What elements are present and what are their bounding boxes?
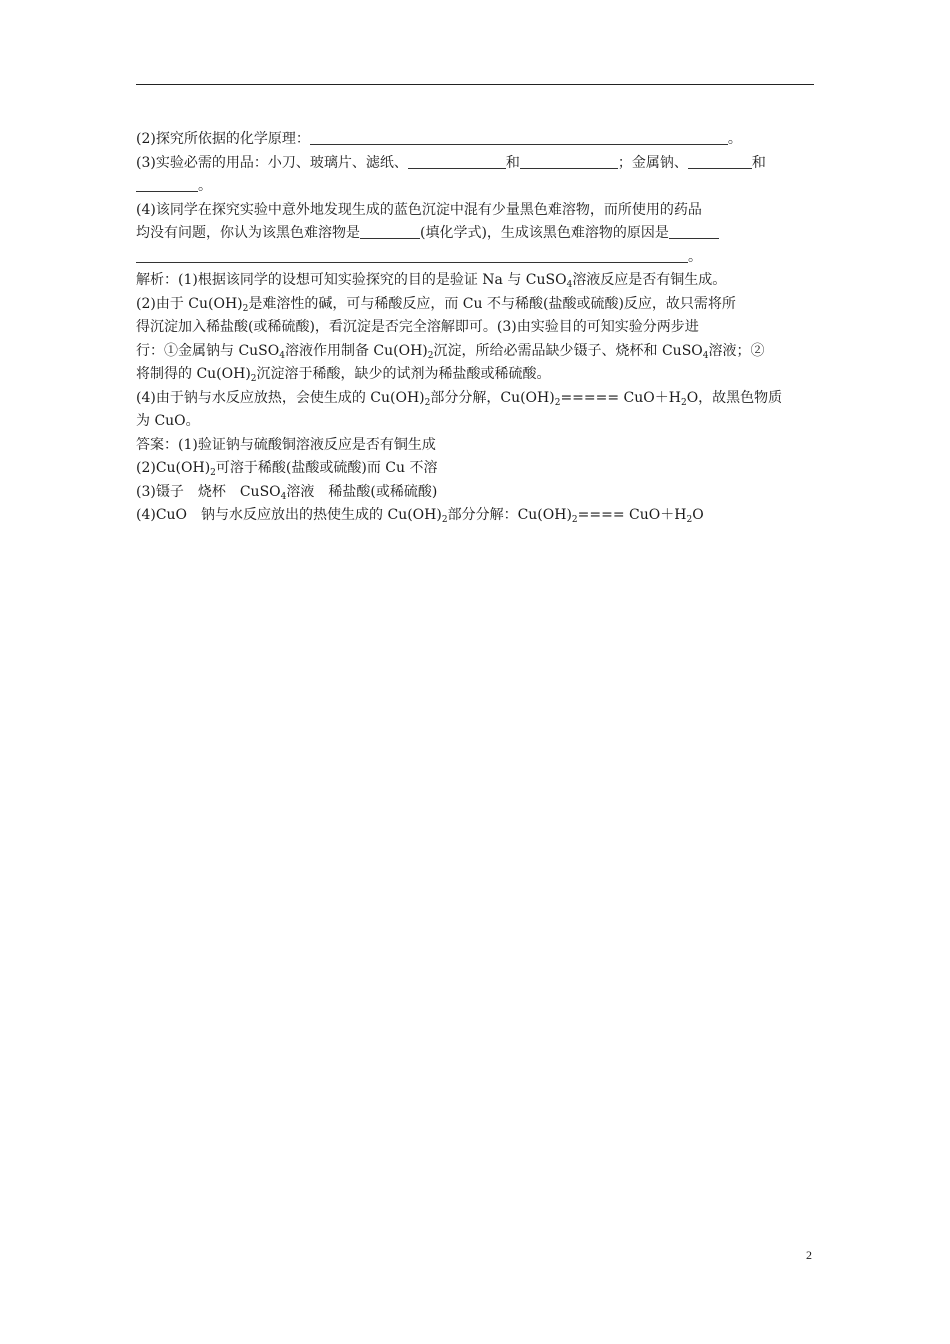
analysis-line-5: 将制得的 $Cu(OH)_2$沉淀溶于稀酸，缺少的试剂为稀盐酸或稀硫酸。 — [136, 366, 551, 384]
question-4-line-2: 均没有问题，你认为该黑色难溶物是 (填化学式)，生成该黑色难溶物的原因是 — [136, 222, 814, 246]
answer-blank[interactable] — [520, 153, 618, 169]
header-rule — [136, 84, 814, 85]
answer-blank[interactable] — [360, 223, 420, 239]
answer-blank[interactable] — [408, 153, 506, 169]
answer-blank[interactable] — [136, 247, 688, 263]
answer-4: (4)CuO 钠与水反应放出的热使生成的 $Cu(OH)_2$部分分解：$Cu(OH)_2==== CuO+H_2O$ — [136, 507, 704, 525]
analysis-line-7: 为 CuO。 — [136, 413, 200, 429]
document-body — [136, 128, 814, 528]
page-number: 2 — [806, 1248, 812, 1262]
answer-blank[interactable] — [669, 223, 719, 239]
answer-blank[interactable] — [310, 129, 728, 145]
answer-1: 答案：(1)验证钠与硫酸铜溶液反应是否有铜生成 — [136, 436, 436, 453]
answer-3: (3)镊子 烧杯 CuSO$_4$溶液 稀盐酸(或稀硫酸) — [136, 483, 438, 502]
answer-blank[interactable] — [688, 153, 752, 169]
analysis-line-6: (4)由于钠与水反应放热，会使生成的 $Cu(OH)_2$部分分解，$Cu(OH)_2===== CuO+H_2O$，故黑色物质 — [136, 389, 783, 408]
analysis-line-1: 解析：(1)根据该同学的设想可知实验探究的目的是验证 Na 与 CuSO$_4$溶液反应是否有铜生成。 — [136, 272, 727, 290]
question-3-cont: 。 — [136, 175, 814, 199]
question-4-line-1: (4)该同学在探究实验中意外地发现生成的蓝色沉淀中混有少量黑色难溶物，而所使用的药品 — [136, 201, 702, 218]
analysis-line-2: (2)由于 $Cu(OH)_2$是难溶性的碱，可与稀酸反应，而 Cu 不与稀酸(盐酸或硫酸)反应，故只需将所 — [136, 295, 736, 314]
question-4-line-3: 。 — [136, 246, 814, 270]
answer-2: $(2)Cu(OH)_2$可溶于稀酸(盐酸或硫酸)而 Cu 不溶 — [136, 460, 438, 478]
question-3: (3)实验必需的用品：小刀、玻璃片、滤纸、 和 ；金属钠、 和 — [136, 154, 766, 171]
answer-blank[interactable] — [136, 176, 198, 192]
analysis-line-3: 得沉淀加入稀盐酸(或稀硫酸)，看沉淀是否完全溶解即可。(3)由实验目的可知实验分两步进 — [136, 319, 699, 335]
question-2: (2)探究所依据的化学原理： 。 — [136, 131, 742, 147]
analysis-line-4: 行：①金属钠与 CuSO$_4$溶液作用制备 $Cu(OH)_2$沉淀，所给必需品缺少镊子、烧杯和 CuSO$_4$溶液；② — [136, 342, 765, 361]
